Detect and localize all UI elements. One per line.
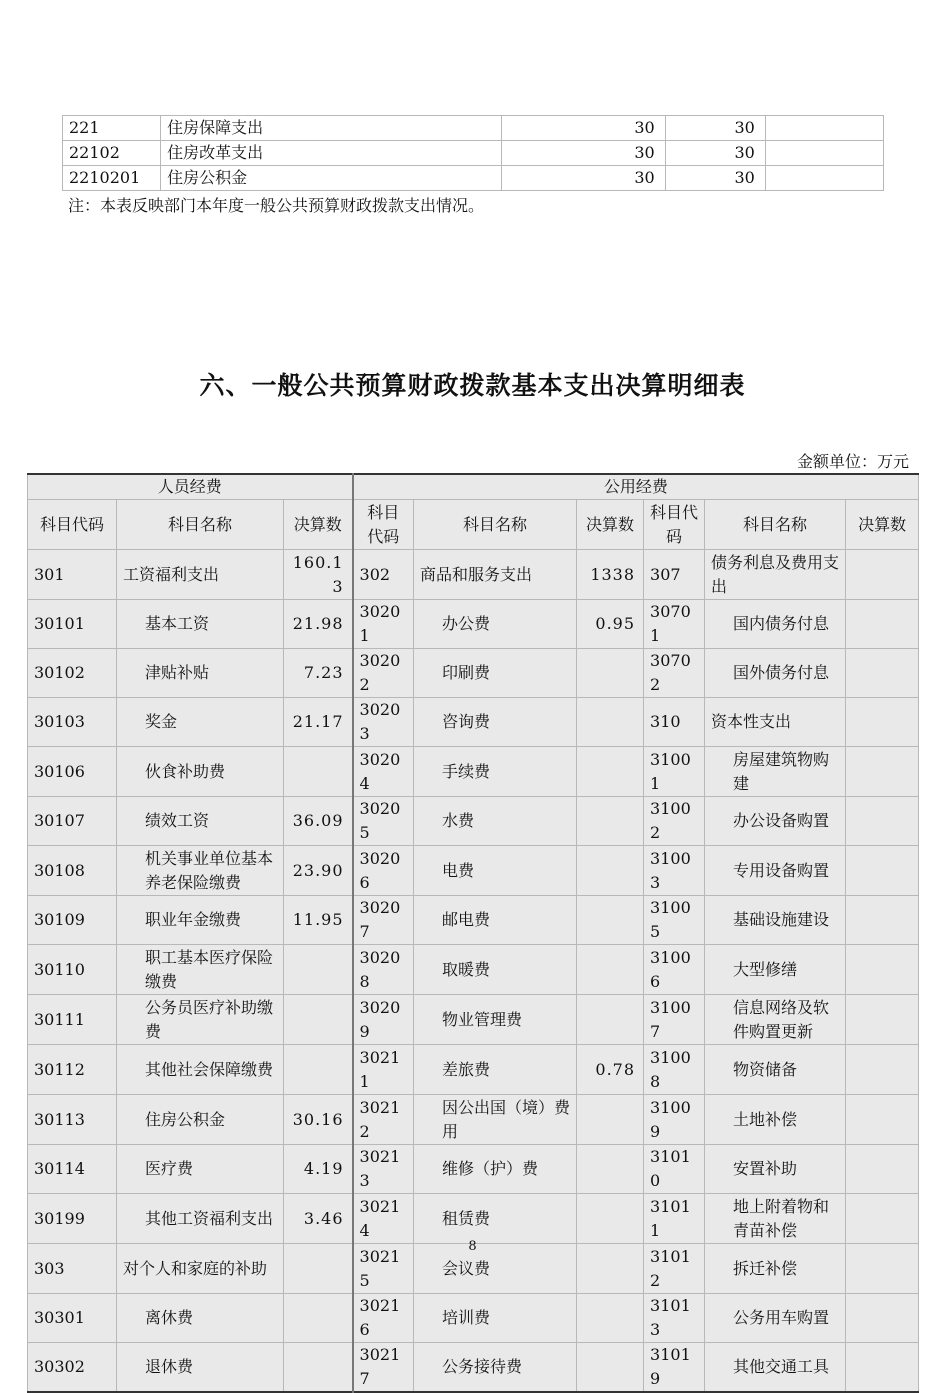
goods-services-amount [577, 846, 644, 896]
row-value [765, 166, 883, 191]
table-row [63, 166, 884, 191]
goods-services-amount [577, 1145, 644, 1194]
goods-services-code: 30209 [353, 995, 414, 1045]
col-header-name: 科目名称 [117, 500, 284, 550]
personnel-amount [284, 747, 353, 797]
personnel-item-name: 基本工资 [117, 600, 284, 649]
table-row [28, 846, 919, 896]
row-name: 住房改革支出 [161, 141, 501, 166]
capital-debt-amount [846, 600, 919, 649]
capital-debt-amount [846, 550, 919, 600]
capital-debt-item-name: 资本性支出 [705, 698, 846, 747]
table-row [28, 797, 919, 846]
goods-services-item-name: 公务接待费 [414, 1343, 577, 1393]
goods-services-code: 30202 [353, 649, 414, 698]
col-header-amount: 决算数 [846, 500, 919, 550]
personnel-amount: 21.17 [284, 698, 353, 747]
capital-debt-code: 31012 [644, 1244, 705, 1294]
capital-debt-code: 307 [644, 550, 705, 600]
goods-services-item-name: 邮电费 [414, 896, 577, 945]
table-row [28, 1145, 919, 1194]
goods-services-amount [577, 995, 644, 1045]
table-row [28, 1045, 919, 1095]
goods-services-code: 30206 [353, 846, 414, 896]
capital-debt-code: 310 [644, 698, 705, 747]
row-value: 30 [501, 141, 665, 166]
capital-debt-item-name: 信息网络及软件购置更新 [705, 995, 846, 1045]
goods-services-amount [577, 1194, 644, 1244]
personnel-item-name: 绩效工资 [117, 797, 284, 846]
row-code: 221 [63, 116, 161, 141]
goods-services-item-name: 培训费 [414, 1294, 577, 1343]
capital-debt-item-name: 地上附着物和青苗补偿 [705, 1194, 846, 1244]
capital-debt-item-name: 土地补偿 [705, 1095, 846, 1145]
capital-debt-code: 30702 [644, 649, 705, 698]
personnel-code: 30110 [28, 945, 117, 995]
personnel-amount: 30.16 [284, 1095, 353, 1145]
capital-debt-item-name: 办公设备购置 [705, 797, 846, 846]
capital-debt-amount [846, 995, 919, 1045]
capital-debt-item-name: 基础设施建设 [705, 896, 846, 945]
capital-debt-code: 31008 [644, 1045, 705, 1095]
personnel-code: 30113 [28, 1095, 117, 1145]
goods-services-code: 30207 [353, 896, 414, 945]
goods-services-code: 30214 [353, 1194, 414, 1244]
capital-debt-amount [846, 797, 919, 846]
col-header-amount: 决算数 [577, 500, 644, 550]
table-row [28, 1343, 919, 1393]
capital-debt-amount [846, 1095, 919, 1145]
row-value: 30 [665, 116, 765, 141]
capital-debt-amount [846, 1194, 919, 1244]
goods-services-amount [577, 797, 644, 846]
personnel-code: 301 [28, 550, 117, 600]
personnel-item-name: 其他工资福利支出 [117, 1194, 284, 1244]
col-header-name: 科目名称 [705, 500, 846, 550]
capital-debt-amount [846, 698, 919, 747]
personnel-amount: 23.90 [284, 846, 353, 896]
personnel-code: 30301 [28, 1294, 117, 1343]
capital-debt-code: 31001 [644, 747, 705, 797]
personnel-amount [284, 995, 353, 1045]
personnel-item-name: 医疗费 [117, 1145, 284, 1194]
table-row [28, 1294, 919, 1343]
group-header-personnel: 人员经费 [28, 474, 353, 500]
table-row [28, 1095, 919, 1145]
capital-debt-amount [846, 1045, 919, 1095]
capital-debt-code: 31009 [644, 1095, 705, 1145]
capital-debt-item-name: 国外债务付息 [705, 649, 846, 698]
table-row [28, 600, 919, 649]
amount-unit: 金额单位：万元 [796, 452, 909, 471]
personnel-item-name: 职业年金缴费 [117, 896, 284, 945]
row-value [765, 116, 883, 141]
capital-debt-code: 31003 [644, 846, 705, 896]
col-header-code: 科目代码 [644, 500, 705, 550]
goods-services-amount [577, 1294, 644, 1343]
table-row [63, 116, 884, 141]
table-row [63, 141, 884, 166]
personnel-item-name: 津贴补贴 [117, 649, 284, 698]
goods-services-item-name: 印刷费 [414, 649, 577, 698]
goods-services-item-name: 手续费 [414, 747, 577, 797]
capital-debt-amount [846, 945, 919, 995]
section-title: 六、一般公共预算财政拨款基本支出决算明细表 [199, 371, 746, 400]
personnel-amount: 4.19 [284, 1145, 353, 1194]
goods-services-amount [577, 1095, 644, 1145]
capital-debt-item-name: 国内债务付息 [705, 600, 846, 649]
table-row [28, 550, 919, 600]
row-value: 30 [501, 166, 665, 191]
goods-services-code: 30213 [353, 1145, 414, 1194]
goods-services-amount: 1338 [577, 550, 644, 600]
personnel-code: 30114 [28, 1145, 117, 1194]
goods-services-code: 30217 [353, 1343, 414, 1393]
capital-debt-item-name: 房屋建筑物购建 [705, 747, 846, 797]
table-row [28, 945, 919, 995]
capital-debt-amount [846, 649, 919, 698]
goods-services-item-name: 租赁费 [414, 1194, 577, 1244]
goods-services-code: 30216 [353, 1294, 414, 1343]
personnel-item-name: 机关事业单位基本养老保险缴费 [117, 846, 284, 896]
goods-services-amount [577, 698, 644, 747]
column-header-row [28, 500, 919, 550]
capital-debt-amount [846, 747, 919, 797]
row-value: 30 [501, 116, 665, 141]
goods-services-amount [577, 945, 644, 995]
expenditure-table-continued [62, 115, 884, 191]
table-row [28, 747, 919, 797]
capital-debt-item-name: 债务利息及费用支出 [705, 550, 846, 600]
capital-debt-code: 31007 [644, 995, 705, 1045]
personnel-amount: 36.09 [284, 797, 353, 846]
goods-services-amount: 0.78 [577, 1045, 644, 1095]
col-header-name: 科目名称 [414, 500, 577, 550]
capital-debt-item-name: 其他交通工具 [705, 1343, 846, 1393]
table-row [28, 649, 919, 698]
goods-services-amount [577, 747, 644, 797]
personnel-amount: 160.13 [284, 550, 353, 600]
personnel-code: 30101 [28, 600, 117, 649]
personnel-code: 30102 [28, 649, 117, 698]
personnel-code: 30107 [28, 797, 117, 846]
personnel-item-name: 退休费 [117, 1343, 284, 1393]
row-name: 住房公积金 [161, 166, 501, 191]
goods-services-item-name: 因公出国（境）费用 [414, 1095, 577, 1145]
capital-debt-item-name: 拆迁补偿 [705, 1244, 846, 1294]
goods-services-item-name: 咨询费 [414, 698, 577, 747]
goods-services-amount [577, 896, 644, 945]
goods-services-item-name: 差旅费 [414, 1045, 577, 1095]
capital-debt-amount [846, 1343, 919, 1393]
personnel-item-name: 对个人和家庭的补助 [117, 1244, 284, 1294]
goods-services-item-name: 商品和服务支出 [414, 550, 577, 600]
goods-services-code: 30205 [353, 797, 414, 846]
goods-services-item-name: 会议费 [414, 1244, 577, 1294]
personnel-amount [284, 1343, 353, 1393]
capital-debt-code: 31002 [644, 797, 705, 846]
personnel-item-name: 其他社会保障缴费 [117, 1045, 284, 1095]
col-header-amount: 决算数 [284, 500, 353, 550]
row-code: 22102 [63, 141, 161, 166]
personnel-item-name: 离休费 [117, 1294, 284, 1343]
personnel-amount [284, 1294, 353, 1343]
personnel-code: 30111 [28, 995, 117, 1045]
table-row [28, 995, 919, 1045]
personnel-item-name: 职工基本医疗保险缴费 [117, 945, 284, 995]
capital-debt-item-name: 物资储备 [705, 1045, 846, 1095]
personnel-item-name: 奖金 [117, 698, 284, 747]
capital-debt-code: 31005 [644, 896, 705, 945]
capital-debt-code: 31019 [644, 1343, 705, 1393]
goods-services-code: 302 [353, 550, 414, 600]
goods-services-amount: 0.95 [577, 600, 644, 649]
capital-debt-item-name: 公务用车购置 [705, 1294, 846, 1343]
capital-debt-code: 31013 [644, 1294, 705, 1343]
row-name: 住房保障支出 [161, 116, 501, 141]
personnel-amount: 21.98 [284, 600, 353, 649]
personnel-code: 30109 [28, 896, 117, 945]
goods-services-amount [577, 1343, 644, 1393]
page-number: 8 [468, 1239, 477, 1254]
goods-services-code: 30203 [353, 698, 414, 747]
personnel-amount [284, 1045, 353, 1095]
col-header-code: 科目代码 [28, 500, 117, 550]
personnel-amount [284, 945, 353, 995]
row-code: 2210201 [63, 166, 161, 191]
capital-debt-code: 30701 [644, 600, 705, 649]
personnel-code: 30108 [28, 846, 117, 896]
table-row [28, 1194, 919, 1244]
personnel-code: 303 [28, 1244, 117, 1294]
personnel-amount: 11.95 [284, 896, 353, 945]
goods-services-code: 30208 [353, 945, 414, 995]
capital-debt-code: 31006 [644, 945, 705, 995]
capital-debt-code: 31010 [644, 1145, 705, 1194]
capital-debt-item-name: 安置补助 [705, 1145, 846, 1194]
goods-services-code: 30215 [353, 1244, 414, 1294]
personnel-code: 30199 [28, 1194, 117, 1244]
col-header-code: 科目代码 [353, 500, 414, 550]
group-header-public: 公用经费 [353, 474, 919, 500]
capital-debt-amount [846, 1294, 919, 1343]
capital-debt-code: 31011 [644, 1194, 705, 1244]
personnel-amount: 7.23 [284, 649, 353, 698]
goods-services-item-name: 办公费 [414, 600, 577, 649]
table-note: 注：本表反映部门本年度一般公共预算财政拨款支出情况。 [68, 196, 485, 215]
capital-debt-amount [846, 1145, 919, 1194]
goods-services-code: 30201 [353, 600, 414, 649]
personnel-item-name: 工资福利支出 [117, 550, 284, 600]
goods-services-code: 30212 [353, 1095, 414, 1145]
capital-debt-item-name: 大型修缮 [705, 945, 846, 995]
personnel-item-name: 住房公积金 [117, 1095, 284, 1145]
row-value: 30 [665, 141, 765, 166]
goods-services-item-name: 物业管理费 [414, 995, 577, 1045]
goods-services-item-name: 取暖费 [414, 945, 577, 995]
goods-services-item-name: 电费 [414, 846, 577, 896]
capital-debt-item-name: 专用设备购置 [705, 846, 846, 896]
goods-services-amount [577, 649, 644, 698]
table-row [28, 698, 919, 747]
personnel-item-name: 伙食补助费 [117, 747, 284, 797]
personnel-code: 30103 [28, 698, 117, 747]
capital-debt-amount [846, 846, 919, 896]
personnel-code: 30106 [28, 747, 117, 797]
row-value [765, 141, 883, 166]
personnel-item-name: 公务员医疗补助缴费 [117, 995, 284, 1045]
table-row [28, 896, 919, 945]
row-value: 30 [665, 166, 765, 191]
personnel-code: 30302 [28, 1343, 117, 1393]
capital-debt-amount [846, 896, 919, 945]
personnel-amount: 3.46 [284, 1194, 353, 1244]
goods-services-code: 30211 [353, 1045, 414, 1095]
personnel-code: 30112 [28, 1045, 117, 1095]
goods-services-code: 30204 [353, 747, 414, 797]
goods-services-item-name: 水费 [414, 797, 577, 846]
group-header-row [28, 474, 919, 500]
goods-services-item-name: 维修（护）费 [414, 1145, 577, 1194]
